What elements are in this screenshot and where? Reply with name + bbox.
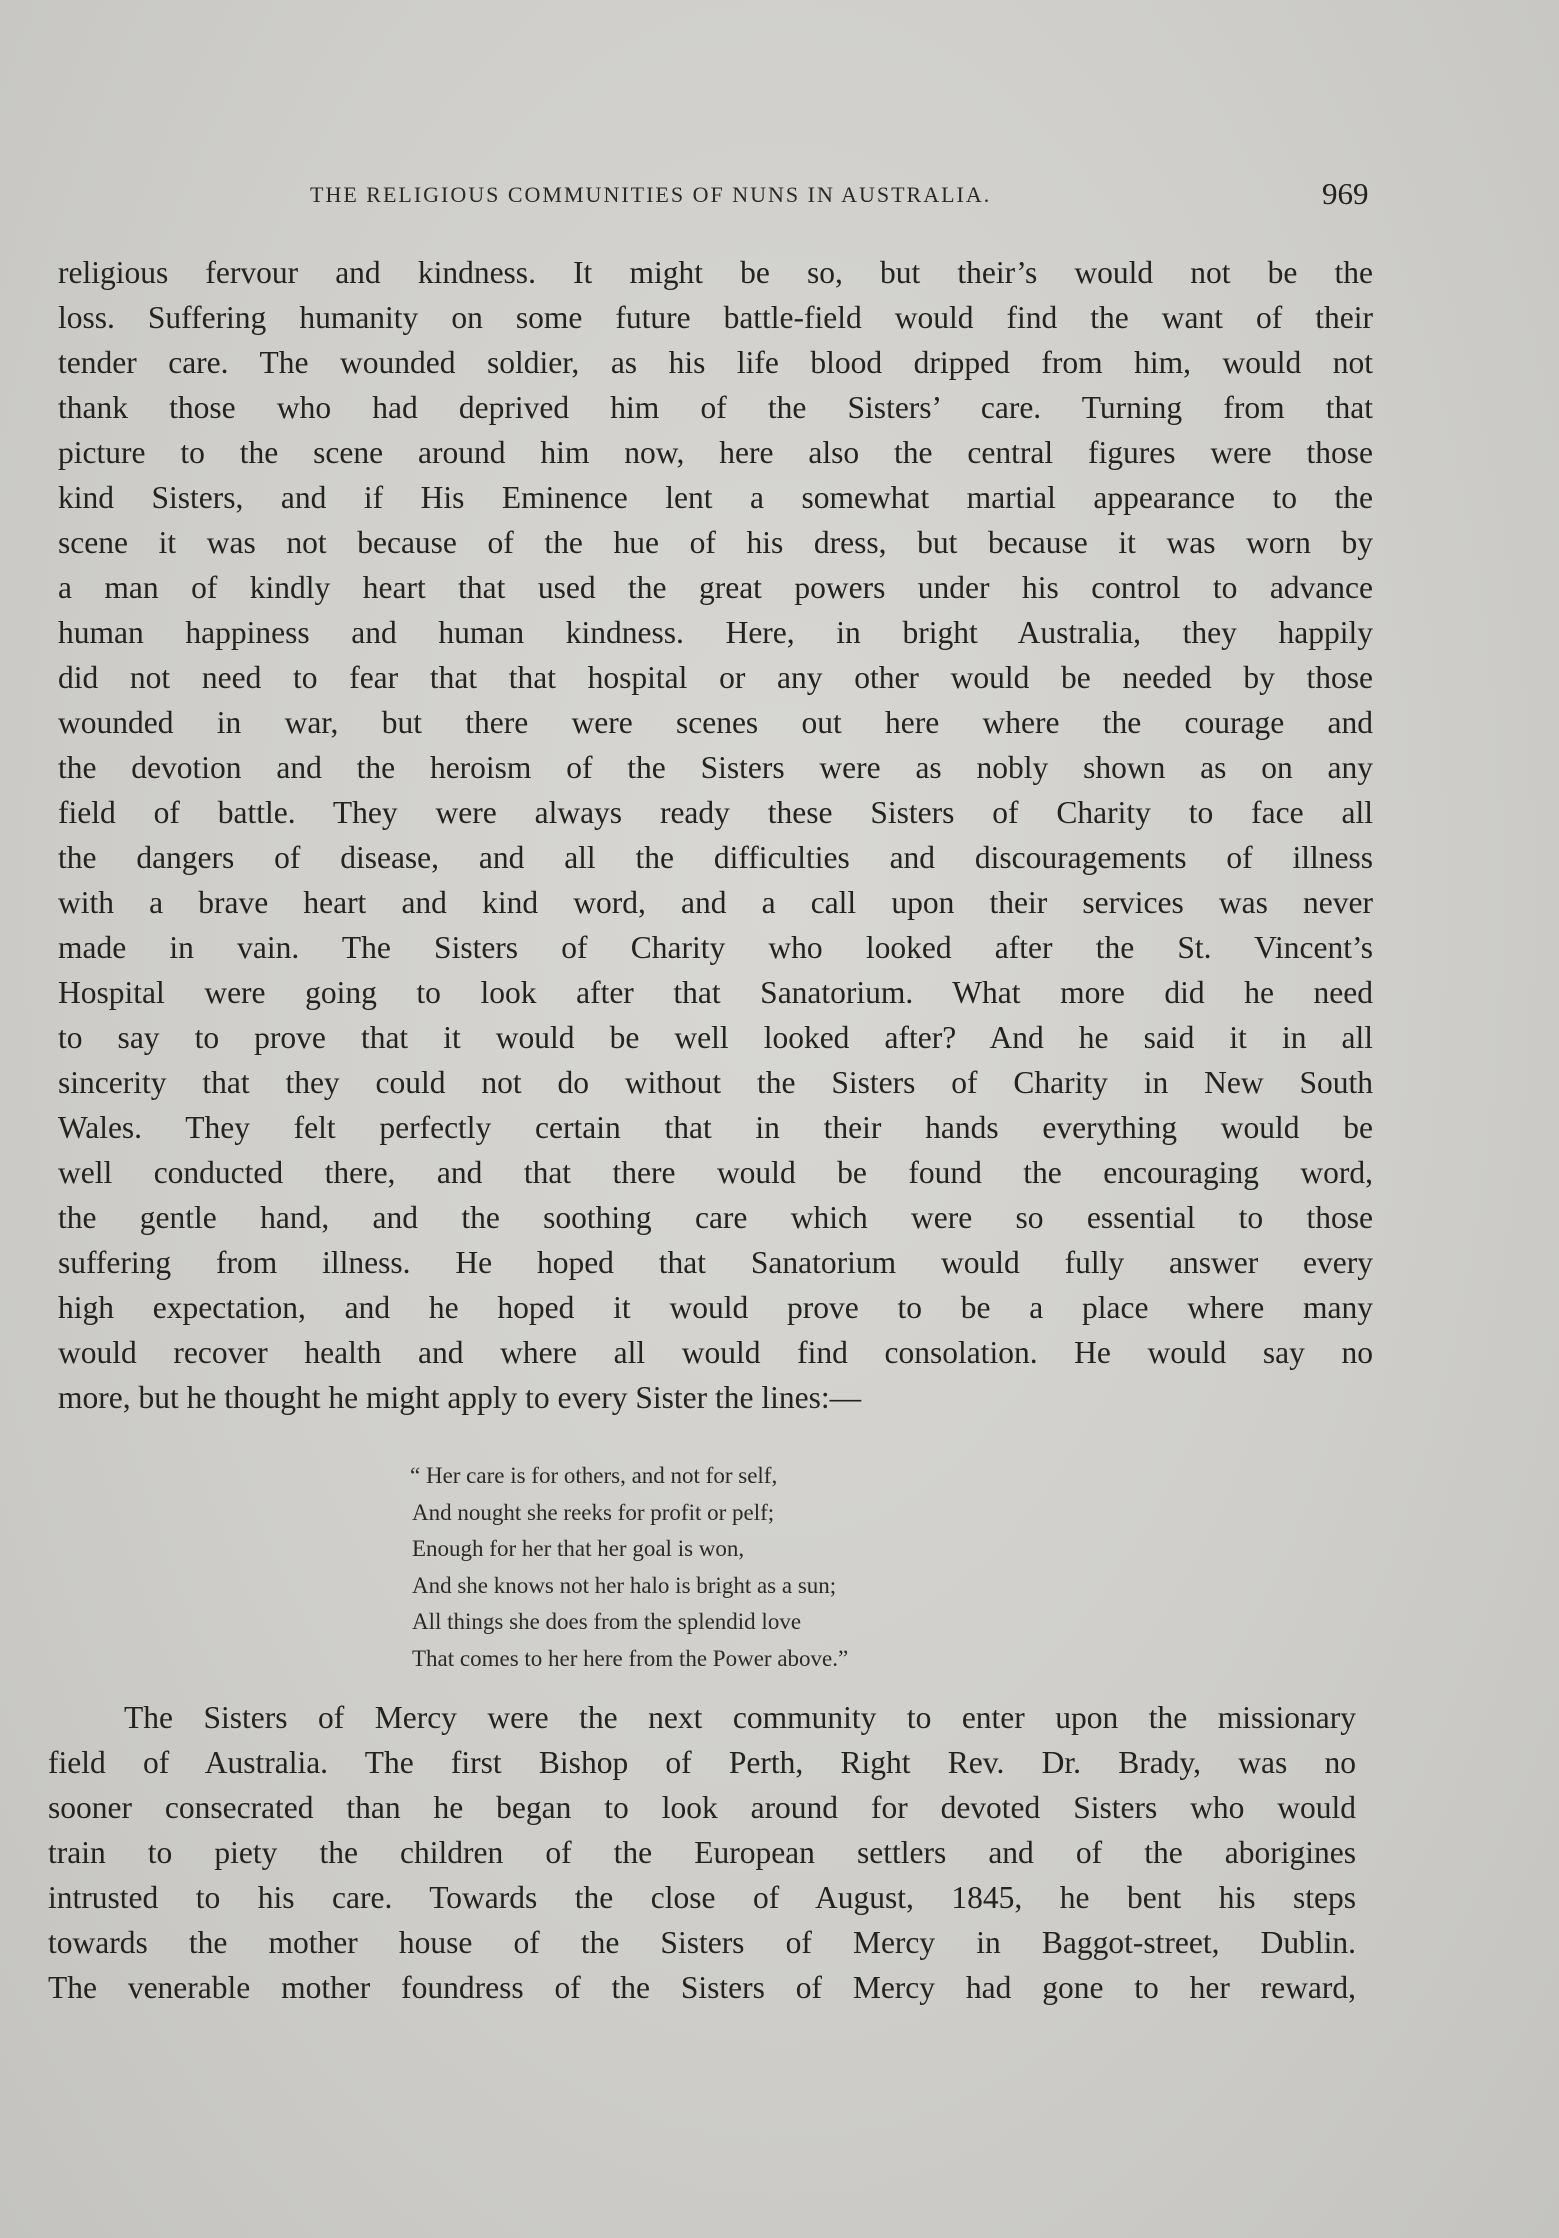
verse-line: And nought she reeks for profit or pelf; — [412, 1499, 775, 1525]
text-line: religious fervour and kindness. It might be so, but their’s would not be the — [58, 255, 1373, 290]
paragraph-2 — [48, 1695, 1356, 2010]
text-line: sincerity that they could not do without the Sisters of Charity in New South — [58, 1065, 1373, 1100]
verse-line: That comes to her here from the Power above.” — [412, 1645, 849, 1671]
text-line: Wales. They felt perfectly certain that in their hands everything would be — [58, 1110, 1373, 1145]
text-line: picture to the scene around him now, here also the central figures were those — [58, 435, 1373, 470]
text-line: would recover health and where all would find consolation. He would say no — [58, 1335, 1373, 1370]
text-line: to say to prove that it would be well looked after? And he said it in all — [58, 1020, 1373, 1055]
running-title: THE RELIGIOUS COMMUNITIES OF NUNS IN AUSTRALIA. — [310, 182, 992, 207]
text-line: intrusted to his care. Towards the close of August, 1845, he bent his steps — [48, 1880, 1356, 1915]
text-line: wounded in war, but there were scenes out here where the courage and — [58, 705, 1373, 740]
text-line: suffering from illness. He hoped that Sanatorium would fully answer every — [58, 1245, 1373, 1280]
text-line: field of battle. They were always ready these Sisters of Charity to face all — [58, 795, 1373, 830]
text-line: loss. Suffering humanity on some future battle-field would find the want of their — [58, 300, 1373, 335]
text-line: thank those who had deprived him of the Sisters’ care. Turning from that — [58, 390, 1373, 425]
text-line: high expectation, and he hoped it would prove to be a place where many — [58, 1290, 1373, 1325]
text-line: Hospital were going to look after that Sanatorium. What more did he need — [58, 975, 1373, 1010]
text-line: more, but he thought he might apply to every Sister the lines:— — [58, 1380, 862, 1415]
text-line: field of Australia. The first Bishop of Perth, Right Rev. Dr. Brady, was no — [48, 1745, 1356, 1780]
running-head — [0, 176, 1559, 220]
text-line: train to piety the children of the European settlers and of the aborigines — [48, 1835, 1356, 1870]
verse-line: And she knows not her halo is bright as a sun; — [412, 1572, 837, 1598]
text-line: sooner consecrated than he began to look around for devoted Sisters who would — [48, 1790, 1356, 1825]
text-line: human happiness and human kindness. Here, in bright Australia, they happily — [58, 615, 1373, 650]
page-number: 969 — [1322, 176, 1369, 211]
verse-line: “ Her care is for others, and not for self, — [410, 1463, 778, 1488]
text-line: well conducted there, and that there would be found the encouraging word, — [58, 1155, 1373, 1190]
verse-line: All things she does from the splendid love — [412, 1609, 802, 1634]
text-line: towards the mother house of the Sisters of Mercy in Baggot-street, Dublin. — [48, 1925, 1356, 1960]
text-line: The venerable mother foundress of the Sisters of Mercy had gone to her reward, — [48, 1970, 1356, 2005]
text-line: scene it was not because of the hue of his dress, but because it was worn by — [58, 525, 1373, 560]
text-line: a man of kindly heart that used the great powers under his control to advance — [58, 570, 1373, 605]
text-line: the gentle hand, and the soothing care which were so essential to those — [58, 1200, 1373, 1235]
text-line: The Sisters of Mercy were the next community to enter upon the missionary — [124, 1700, 1356, 1735]
verse-line: Enough for her that her goal is won, — [412, 1536, 745, 1561]
text-line: with a brave heart and kind word, and a call upon their services was never — [58, 885, 1373, 920]
paragraph-1 — [58, 250, 1373, 1420]
text-line: made in vain. The Sisters of Charity who looked after the St. Vincent’s — [58, 930, 1373, 965]
text-line: tender care. The wounded soldier, as his life blood dripped from him, would not — [58, 345, 1373, 380]
text-line: the dangers of disease, and all the difficulties and discouragements of illness — [58, 840, 1373, 875]
verse-quotation — [410, 1458, 848, 1677]
text-line: the devotion and the heroism of the Sisters were as nobly shown as on any — [58, 750, 1373, 785]
text-line: did not need to fear that that hospital or any other would be needed by those — [58, 660, 1373, 695]
text-line: kind Sisters, and if His Eminence lent a somewhat martial appearance to the — [58, 480, 1373, 515]
